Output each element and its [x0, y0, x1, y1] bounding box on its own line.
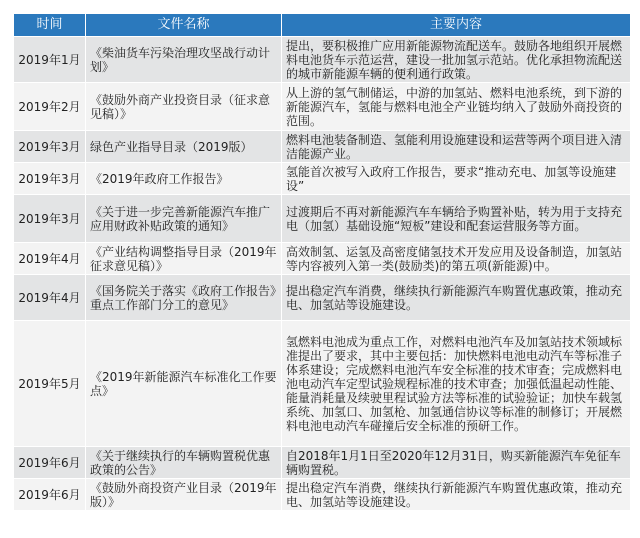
cell-doc: 绿色产业指导目录（2019版）: [86, 131, 282, 163]
table-row: [14, 479, 631, 511]
cell-time: 2019年4月: [14, 275, 86, 321]
cell-time: 2019年3月: [14, 131, 86, 163]
table-row: [14, 37, 631, 83]
table-row: [14, 163, 631, 195]
cell-doc: 《2019年政府工作报告》: [86, 163, 282, 195]
policy-table: [13, 13, 631, 511]
cell-time: 2019年2月: [14, 83, 86, 131]
cell-content: 高效制氢、运氢及高密度储氢技术开发应用及设备制造，加氢站等内容被列入第一类(鼓励类)的第五项(新能源)中。: [282, 243, 631, 275]
header-content: 主要内容: [282, 14, 631, 37]
cell-content: 氢能首次被写入政府工作报告，要求“推动充电、加氢等设施建设”: [282, 163, 631, 195]
header-row: [14, 14, 631, 37]
cell-time: 2019年3月: [14, 195, 86, 243]
header-doc: 文件名称: [86, 14, 282, 37]
cell-time: 2019年5月: [14, 321, 86, 447]
cell-doc: 《关于进一步完善新能源汽车推广应用财政补贴政策的通知》: [86, 195, 282, 243]
table-row: [14, 243, 631, 275]
table-row: [14, 321, 631, 447]
table-row: [14, 195, 631, 243]
cell-content: 提出稳定汽车消费，继续执行新能源汽车购置优惠政策，推动充电、加氢站等设施建设。: [282, 275, 631, 321]
cell-doc: 《鼓励外商产业投资目录（征求意见稿）》: [86, 83, 282, 131]
cell-content: 过渡期后不再对新能源汽车车辆给予购置补贴，转为用于支持充电（加氢）基础设施“短板”建设和配套运营服务等方面。: [282, 195, 631, 243]
cell-content: 氢燃料电池成为重点工作，对燃料电池汽车及加氢站技术领域标准提出了要求，其中主要包括：加快燃料电池电动汽车等标准子体系建设；完成燃料电池汽车安全标准的技术审查；完成燃料电池电动汽车定型试验规程标准的技术审查；加强低温起动性能、能量消耗量及续驶里程试验方法等标准的试验验证；加快车载氢系统、加氢口、加氢枪、加氢通信协议等标准的制修订；开展燃料电池电动汽车碰撞后安全标准的预研工作。: [282, 321, 631, 447]
cell-content: 从上游的氢气制储运，中游的加氢站、燃料电池系统，到下游的新能源汽车，氢能与燃料电池全产业链均纳入了鼓励外商投资的范围。: [282, 83, 631, 131]
cell-content: 自2018年1月1日至2020年12月31日，购买新能源汽车免征车辆购置税。: [282, 447, 631, 479]
cell-doc: 《鼓励外商投资产业目录（2019年版）》: [86, 479, 282, 511]
cell-doc: 《2019年新能源汽车标准化工作要点》: [86, 321, 282, 447]
cell-time: 2019年6月: [14, 447, 86, 479]
cell-time: 2019年6月: [14, 479, 86, 511]
cell-doc: 《柴油货车污染治理攻坚战行动计划》: [86, 37, 282, 83]
cell-time: 2019年1月: [14, 37, 86, 83]
cell-content: 燃料电池装备制造、氢能利用设施建设和运营等两个项目进入清洁能源产业。: [282, 131, 631, 163]
table-row: [14, 131, 631, 163]
cell-content: 提出稳定汽车消费，继续执行新能源汽车购置优惠政策，推动充电、加氢站等设施建设。: [282, 479, 631, 511]
header-time: 时间: [14, 14, 86, 37]
cell-doc: 《国务院关于落实《政府工作报告》重点工作部门分工的意见》: [86, 275, 282, 321]
cell-doc: 《产业结构调整指导目录（2019年征求意见稿）》: [86, 243, 282, 275]
table-row: [14, 275, 631, 321]
cell-content: 提出，要积极推广应用新能源物流配送车。鼓励各地组织开展燃料电池货车示范运营，建设一批加氢示范站。优化承担物流配送的城市新能源车辆的便利通行政策。: [282, 37, 631, 83]
cell-time: 2019年3月: [14, 163, 86, 195]
table-row: [14, 83, 631, 131]
cell-time: 2019年4月: [14, 243, 86, 275]
table-row: [14, 447, 631, 479]
cell-doc: 《关于继续执行的车辆购置税优惠政策的公告》: [86, 447, 282, 479]
